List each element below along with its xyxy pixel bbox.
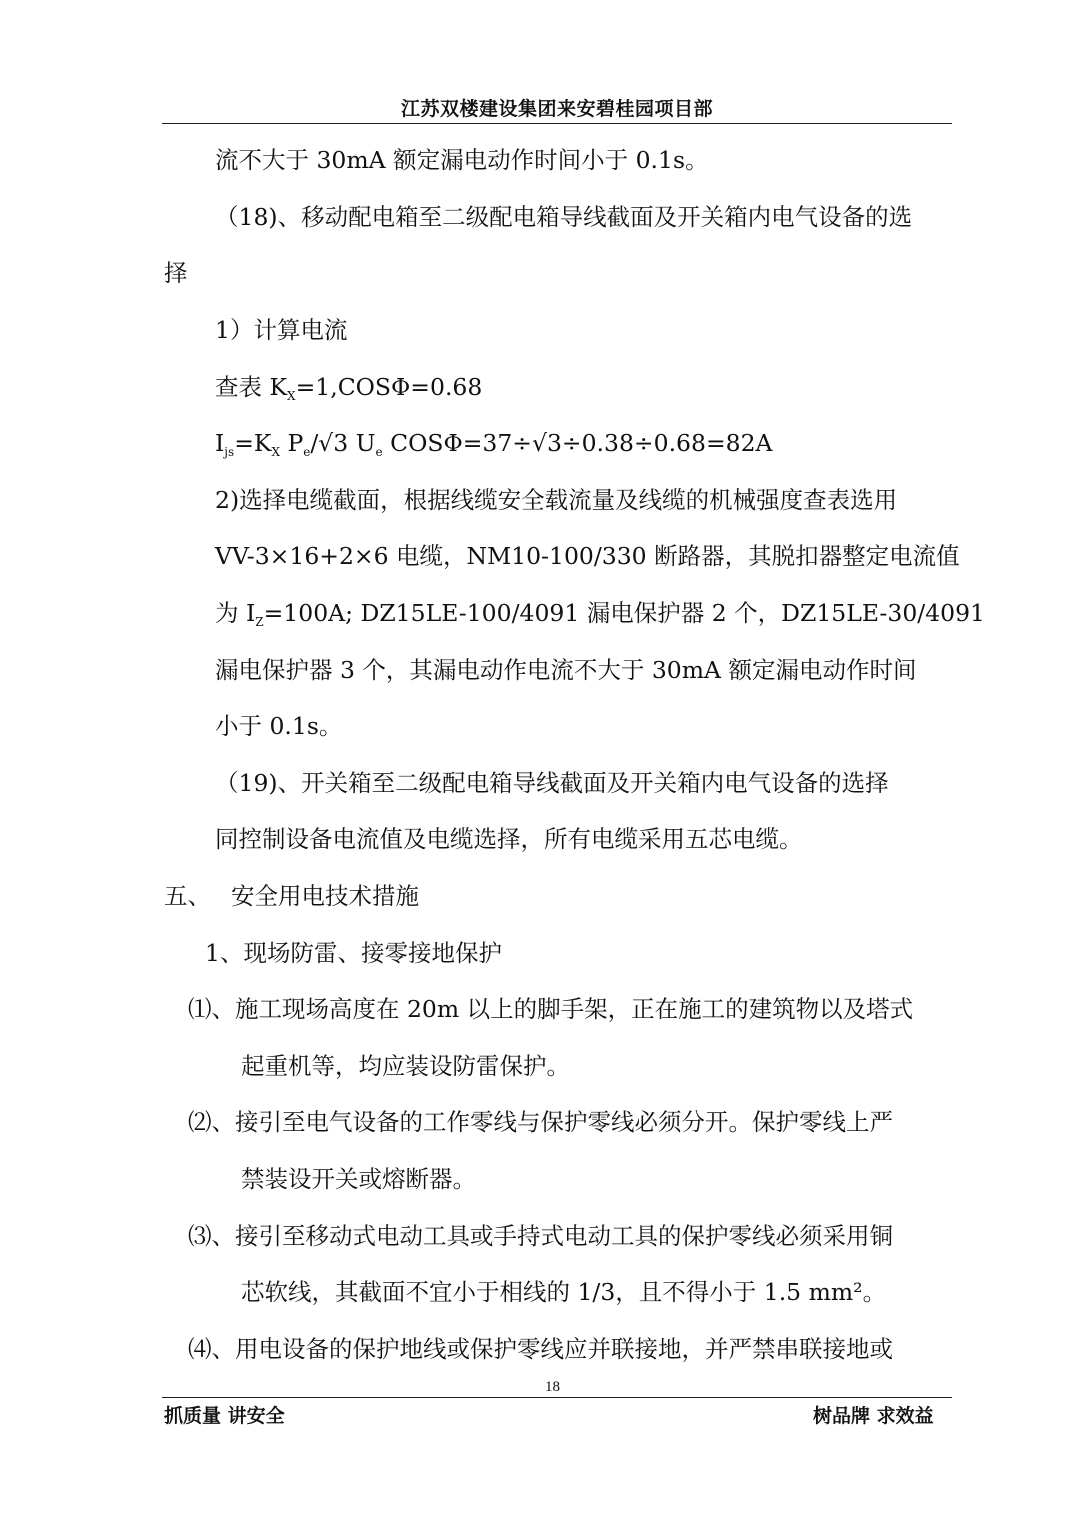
text-run: P (279, 429, 304, 457)
text-run: COSΦ=37÷√3÷0.38÷0.68=82A (382, 429, 773, 457)
subscript: X (287, 389, 296, 403)
body-line: 流不大于 30mA 额定漏电动作时间小于 0.1s。 (215, 146, 709, 174)
body-line: 漏电保护器 3 个，其漏电动作电流不大于 30mA 额定漏电动作时间 (215, 656, 917, 684)
page-number: 18 (545, 1379, 560, 1395)
body-line: （19)、开关箱至二级配电箱导线截面及开关箱内电气设备的选择 (215, 769, 889, 797)
text-run: 查表 K (215, 373, 288, 401)
body-line-formula (215, 373, 482, 405)
body-line: 2)选择电缆截面，根据线缆安全载流量及线缆的机械强度查表选用 (215, 486, 898, 514)
body-line: 择 (164, 259, 188, 287)
body-line: ⑴、施工现场高度在 20m 以上的脚手架，正在施工的建筑物以及塔式 (188, 995, 914, 1023)
body-line-formula (215, 599, 985, 631)
footer-right-slogan: 树品牌 求效益 (813, 1405, 934, 1427)
subsection-heading: 1、现场防雷、接零接地保护 (205, 939, 502, 967)
text-run: =K (234, 429, 272, 457)
body-line: （18)、移动配电箱至二级配电箱导线截面及开关箱内电气设备的选 (215, 203, 913, 231)
subscript: js (224, 445, 235, 459)
subscript: e (375, 445, 383, 459)
text-run: =100A; DZ15LE-100/4091 漏电保护器 2 个，DZ15LE-30/4091 (263, 599, 985, 627)
body-line: ⑷、用电设备的保护地线或保护零线应并联接地，并严禁串联接地或 (188, 1335, 893, 1363)
body-line: ⑶、接引至移动式电动工具或手持式电动工具的保护零线必须采用铜 (188, 1222, 893, 1250)
text-run: =1,COSΦ=0.68 (295, 373, 483, 401)
footer-rule (162, 1397, 952, 1398)
section-number: 五、 (164, 882, 211, 910)
text-run: 为 I (215, 599, 256, 627)
body-line-formula (215, 429, 773, 461)
body-line: ⑵、接引至电气设备的工作零线与保护零线必须分开。保护零线上严 (188, 1108, 893, 1136)
subscript: Z (255, 615, 264, 629)
body-line: 同控制设备电流值及电缆选择，所有电缆采用五芯电缆。 (215, 825, 803, 853)
body-line: 禁装设开关或熔断器。 (241, 1165, 476, 1193)
text-run: /√3 U (310, 429, 376, 457)
body-line: 起重机等，均应装设防雷保护。 (241, 1052, 570, 1080)
footer-left-slogan: 抓质量 讲安全 (164, 1405, 285, 1427)
subscript: X (271, 445, 280, 459)
body-line: 小于 0.1s。 (215, 712, 343, 740)
body-line: 芯软线，其截面不宜小于相线的 1/3，且不得小于 1.5 mm²。 (241, 1278, 887, 1306)
subscript: e (303, 445, 311, 459)
header-rule (162, 123, 952, 124)
text-run: I (215, 429, 225, 457)
section-heading: 安全用电技术措施 (231, 882, 419, 910)
page-header-title: 江苏双楼建设集团来安碧桂园项目部 (400, 98, 713, 120)
body-line: 1）计算电流 (215, 316, 348, 344)
body-line: VV-3×16+2×6 电缆，NM10-100/330 断路器，其脱扣器整定电流值 (215, 542, 960, 570)
